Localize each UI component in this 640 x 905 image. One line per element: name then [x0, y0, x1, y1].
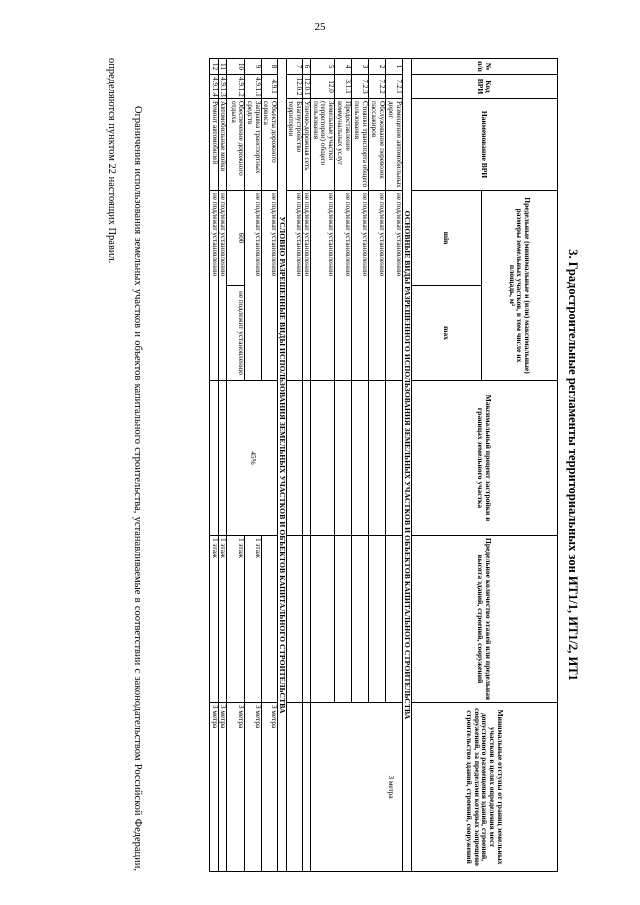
header-name: Наименование ВРИ [412, 99, 558, 191]
row-limits: не подлежат установлению [210, 191, 219, 381]
row-offsets: 3 метра [218, 703, 227, 872]
section-main-label: ОСНОВНЫЕ ВИДЫ РАЗРЕШЕННОГО ИСПОЛЬЗОВАНИЯ ЗЕМЕЛЬНЫХ УЧАСТКОВ И ОБЪЕКТОВ КАПИТАЛЬНОГО СТРОИТЕЛЬСТВА [403, 59, 412, 872]
row-name: Размещение автомобильных дорог [386, 99, 403, 191]
row-number: 2 [369, 59, 386, 75]
row-offsets: 3 метра [261, 703, 277, 872]
row-name: Стоянки транспорта общего пользования [352, 99, 369, 191]
rotated-landscape-content [60, 40, 580, 890]
row-percent [218, 381, 227, 536]
row-limits: не подлежат установлению [245, 191, 261, 381]
row-code: 7.2.2 [369, 75, 386, 99]
row-name: Ремонт автомобилей [210, 99, 219, 191]
row-number: 10 [227, 59, 245, 75]
row-percent [386, 381, 403, 536]
row-floors [286, 536, 302, 703]
row-limits: не подлежат установлению [261, 191, 277, 381]
row-number: 4 [335, 59, 352, 75]
row-name: Автомобильные мойки [218, 99, 227, 191]
row-floors: 1 этаж [227, 536, 245, 703]
section-main [403, 59, 412, 872]
regulations-table [209, 58, 558, 872]
row-code: 12.0.2 [286, 75, 302, 99]
row-percent [210, 381, 219, 536]
row-percent [352, 381, 369, 536]
row-name: Обслуживание перевозок пассажиров [369, 99, 386, 191]
header-percent: Максимальный процент застройки в границах земельного участка [412, 381, 558, 536]
row-number: 3 [352, 59, 369, 75]
row-floors [302, 536, 311, 703]
table-row [386, 59, 403, 872]
row-floors: 1 этаж [210, 536, 219, 703]
section-conditional-label: УСЛОВНО РАЗРЕШЕННЫЕ ВИДЫ ИСПОЛЬЗОВАНИЯ ЗЕМЕЛЬНЫХ УЧАСТКОВ И ОБЪЕКТОВ КАПИТАЛЬНОГО СТРОИТЕЛЬСТВА [277, 59, 286, 872]
row-floors [335, 536, 352, 703]
row-code: 3.1.1 [335, 75, 352, 99]
row-number: 6 [302, 59, 311, 75]
header-num: № п/п [412, 59, 558, 75]
row-max: не подлежит установлению [227, 286, 245, 381]
row-limits: не подлежат установлению [369, 191, 386, 381]
row-name: Предоставление коммунальных услуг [335, 99, 352, 191]
row-percent [311, 381, 335, 536]
row-code: 12.0.1 [302, 75, 311, 99]
row-name: Благоустройство территории [286, 99, 302, 191]
row-number: 7 [286, 59, 302, 75]
row-name: Заправка транспортных средств [245, 99, 261, 191]
row-percent: 45% [227, 381, 277, 536]
row-limits: не подлежат установлению [218, 191, 227, 381]
row-limits: не подлежат установлению [286, 191, 302, 381]
row-offsets: 3 метра [227, 703, 245, 872]
row-percent [302, 381, 311, 536]
row-number: 1 [386, 59, 403, 75]
row-code: 12.0 [311, 75, 335, 99]
row-limits: не подлежат установлению [335, 191, 352, 381]
row-name: Объекты дорожного сервиса [261, 99, 277, 191]
row-number: 12 [210, 59, 219, 75]
table-row [210, 59, 219, 872]
row-limits: не подлежат установлению [311, 191, 335, 381]
row-offsets: 3 метра [311, 703, 403, 872]
row-number: 9 [245, 59, 261, 75]
table-row [218, 59, 227, 872]
row-floors [311, 536, 335, 703]
row-limits: не подлежат установлению [386, 191, 403, 381]
row-floors [369, 536, 386, 703]
table-row [286, 59, 302, 872]
row-limits: не подлежат установлению [302, 191, 311, 381]
row-floors: 1 этаж [218, 536, 227, 703]
row-number: 5 [311, 59, 335, 75]
row-floors: 1 этаж [245, 536, 261, 703]
row-code: 4.9.1.2 [227, 75, 245, 99]
row-offsets [286, 703, 302, 872]
row-limits: не подлежат установлению [352, 191, 369, 381]
row-offsets [302, 703, 311, 872]
section-conditional [277, 59, 286, 872]
header-max: max [412, 286, 482, 381]
row-code: 4.9.1.4 [210, 75, 219, 99]
header-limits: Предельные (минимальные и (или) максимальные) размеры земельных участков, в том числе их площадь, м² [482, 191, 558, 381]
row-code: 4.9.1 [261, 75, 277, 99]
row-percent [335, 381, 352, 536]
table-row [261, 59, 277, 872]
row-code: 7.2.1 [386, 75, 403, 99]
header-floors: Предельное количество этажей или предельная высота зданий, строений, сооружений [412, 536, 558, 703]
row-number: 8 [261, 59, 277, 75]
row-offsets: 3 метра [210, 703, 219, 872]
table-row [302, 59, 311, 872]
row-percent [369, 381, 386, 536]
row-code: 4.9.1.3 [218, 75, 227, 99]
row-percent [286, 381, 302, 536]
row-floors [386, 536, 403, 703]
header-code: Код ВРИ [412, 75, 558, 99]
row-floors [261, 536, 277, 703]
row-code: 7.2.3 [352, 75, 369, 99]
section-title: 3. Градостроительные регламенты территориальных зон ИТ1/1, ИТ1/2, ИТ1 [566, 249, 580, 681]
row-name: Обеспечение дорожного отдыха [227, 99, 245, 191]
header-offsets: Минимальные отступы от границ земельных участков в целях определения мест допустимого размещения зданий, строений, сооружений, за пределами которых запрещено строительство зданий, строений, сооружений [412, 703, 558, 872]
restrictions-paragraph [98, 58, 150, 871]
row-name: Улично-дорожная сеть [302, 99, 311, 191]
row-number: 11 [218, 59, 227, 75]
row-name: Земельные участки (территории) общего пользования [311, 99, 335, 191]
page-number: 25 [314, 21, 326, 33]
row-min: 600 [227, 191, 245, 286]
row-code: 4.9.1.1 [245, 75, 261, 99]
row-offsets: 3 метра [245, 703, 261, 872]
header-min: min [412, 191, 482, 286]
restrictions-text: Ограничения использования земельных участков и объектов капитального строительства, устанавливаемые в соответствии с законодательством Российской Федерации, определяются пунктом 22 настоящих Правил. [106, 58, 143, 871]
row-floors [352, 536, 369, 703]
